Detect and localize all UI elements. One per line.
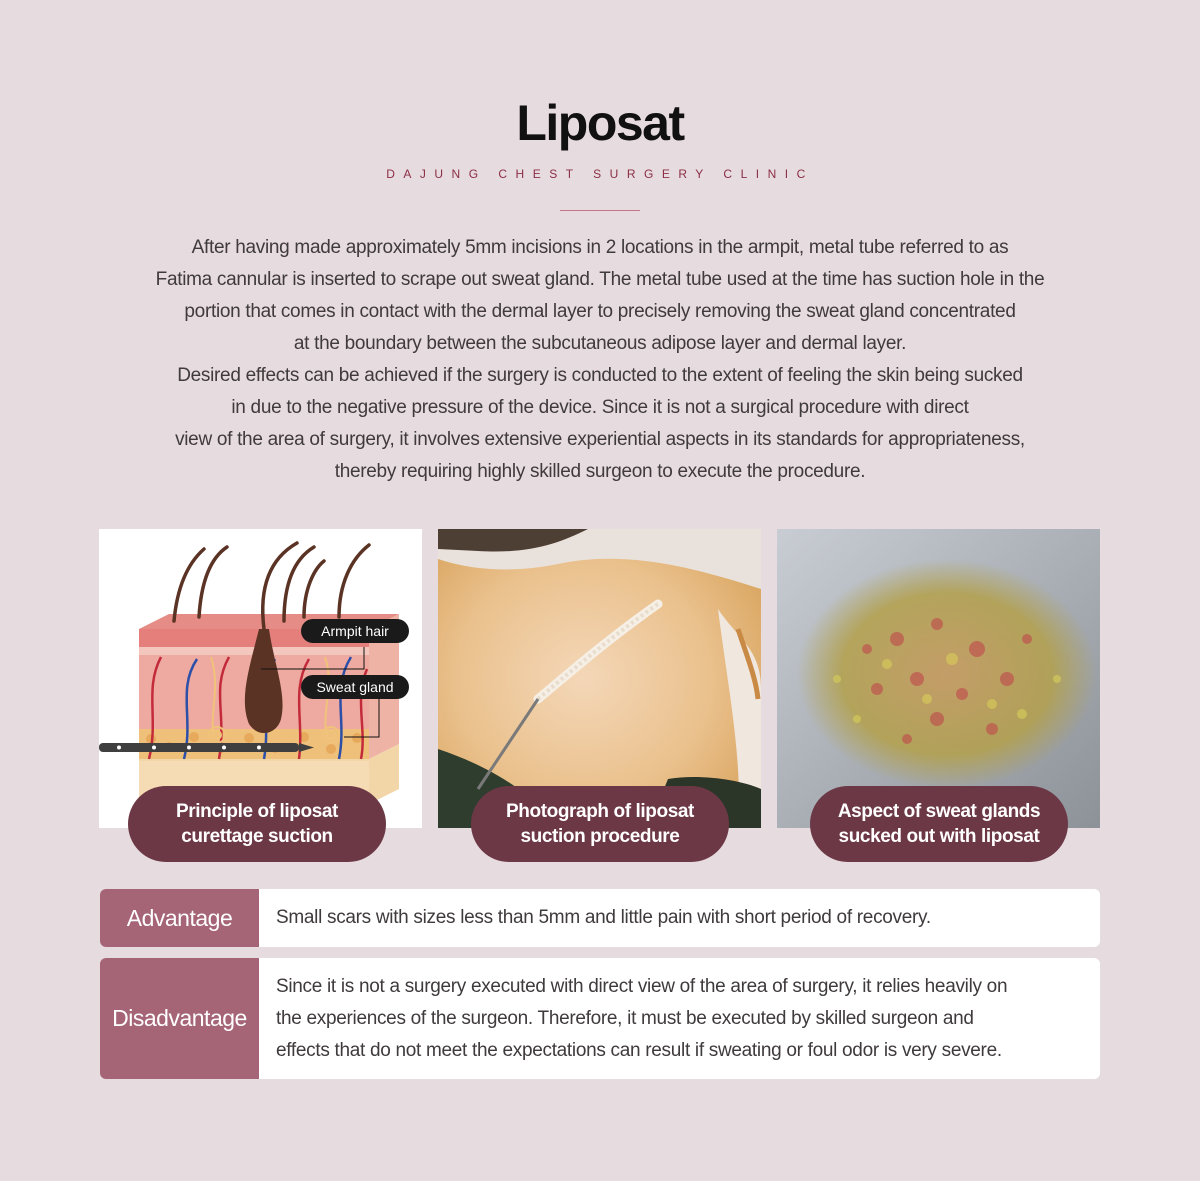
disadvantage-line: the experiences of the surgeon. Therefore, it must be executed by skilled surgeon and [276,1008,974,1029]
caption-line: sucked out with liposat [838,826,1040,847]
caption-line: Principle of liposat [176,801,338,822]
page-title: Liposat [516,95,684,151]
caption-principle [128,786,386,862]
intro-line: Fatima cannular is inserted to scrape out sweat gland. The metal tube used at the time has suction hole in the [155,269,1045,290]
caption-line: Photograph of liposat [506,801,694,822]
procedure-photo-image [438,529,761,828]
intro-line: thereby requiring highly skilled surgeon to execute the procedure. [334,461,866,482]
extracted-glands-photo [777,529,1100,828]
advantage-text: Small scars with sizes less than 5mm and little pain with short period of recovery. [276,907,931,928]
disadvantage-text [276,971,1080,1067]
caption-line: suction procedure [520,826,680,847]
disadvantage-label: Disadvantage [100,958,259,1079]
intro-line: in due to the negative pressure of the device. Since it is not a surgical procedure with direct [231,397,969,418]
intro-line: Desired effects can be achieved if the surgery is conducted to the extent of feeling the skin being sucked [177,365,1023,386]
caption-procedure [471,786,729,862]
procedure-photo [438,529,761,828]
armpit-hair-label: Armpit hair [321,623,389,639]
caption-line: Aspect of sweat glands [837,801,1041,822]
intro-line: After having made approximately 5mm incisions in 2 locations in the armpit, metal tube referred to as [191,237,1009,258]
sweat-gland-label: Sweat gland [316,679,394,695]
caption-aspect [810,786,1068,862]
disadvantage-row [100,958,1100,1079]
caption-line: curettage suction [181,826,333,847]
intro-line: view of the area of surgery, it involves extensive experiential aspects in its standards for appropriateness, [175,429,1025,450]
skin-cross-section-illustration [99,529,422,828]
advantage-label: Advantage [100,889,259,947]
advantage-row [100,889,1100,947]
disadvantage-line: effects that do not meet the expectations can result if sweating or foul odor is very severe. [276,1040,1002,1061]
extracted-glands-image [777,529,1100,828]
intro-line: portion that comes in contact with the dermal layer to precisely removing the sweat gland concentrated [184,301,1016,322]
disadvantage-line: Since it is not a surgery executed with direct view of the area of surgery, it relies heavily on [276,976,1008,997]
intro-paragraph [100,232,1100,488]
page-subtitle: DAJUNG CHEST SURGERY CLINIC [386,167,814,181]
intro-line: at the boundary between the subcutaneous adipose layer and dermal layer. [293,333,907,354]
skin-diagram-figure [99,529,422,828]
title-divider [560,210,640,211]
